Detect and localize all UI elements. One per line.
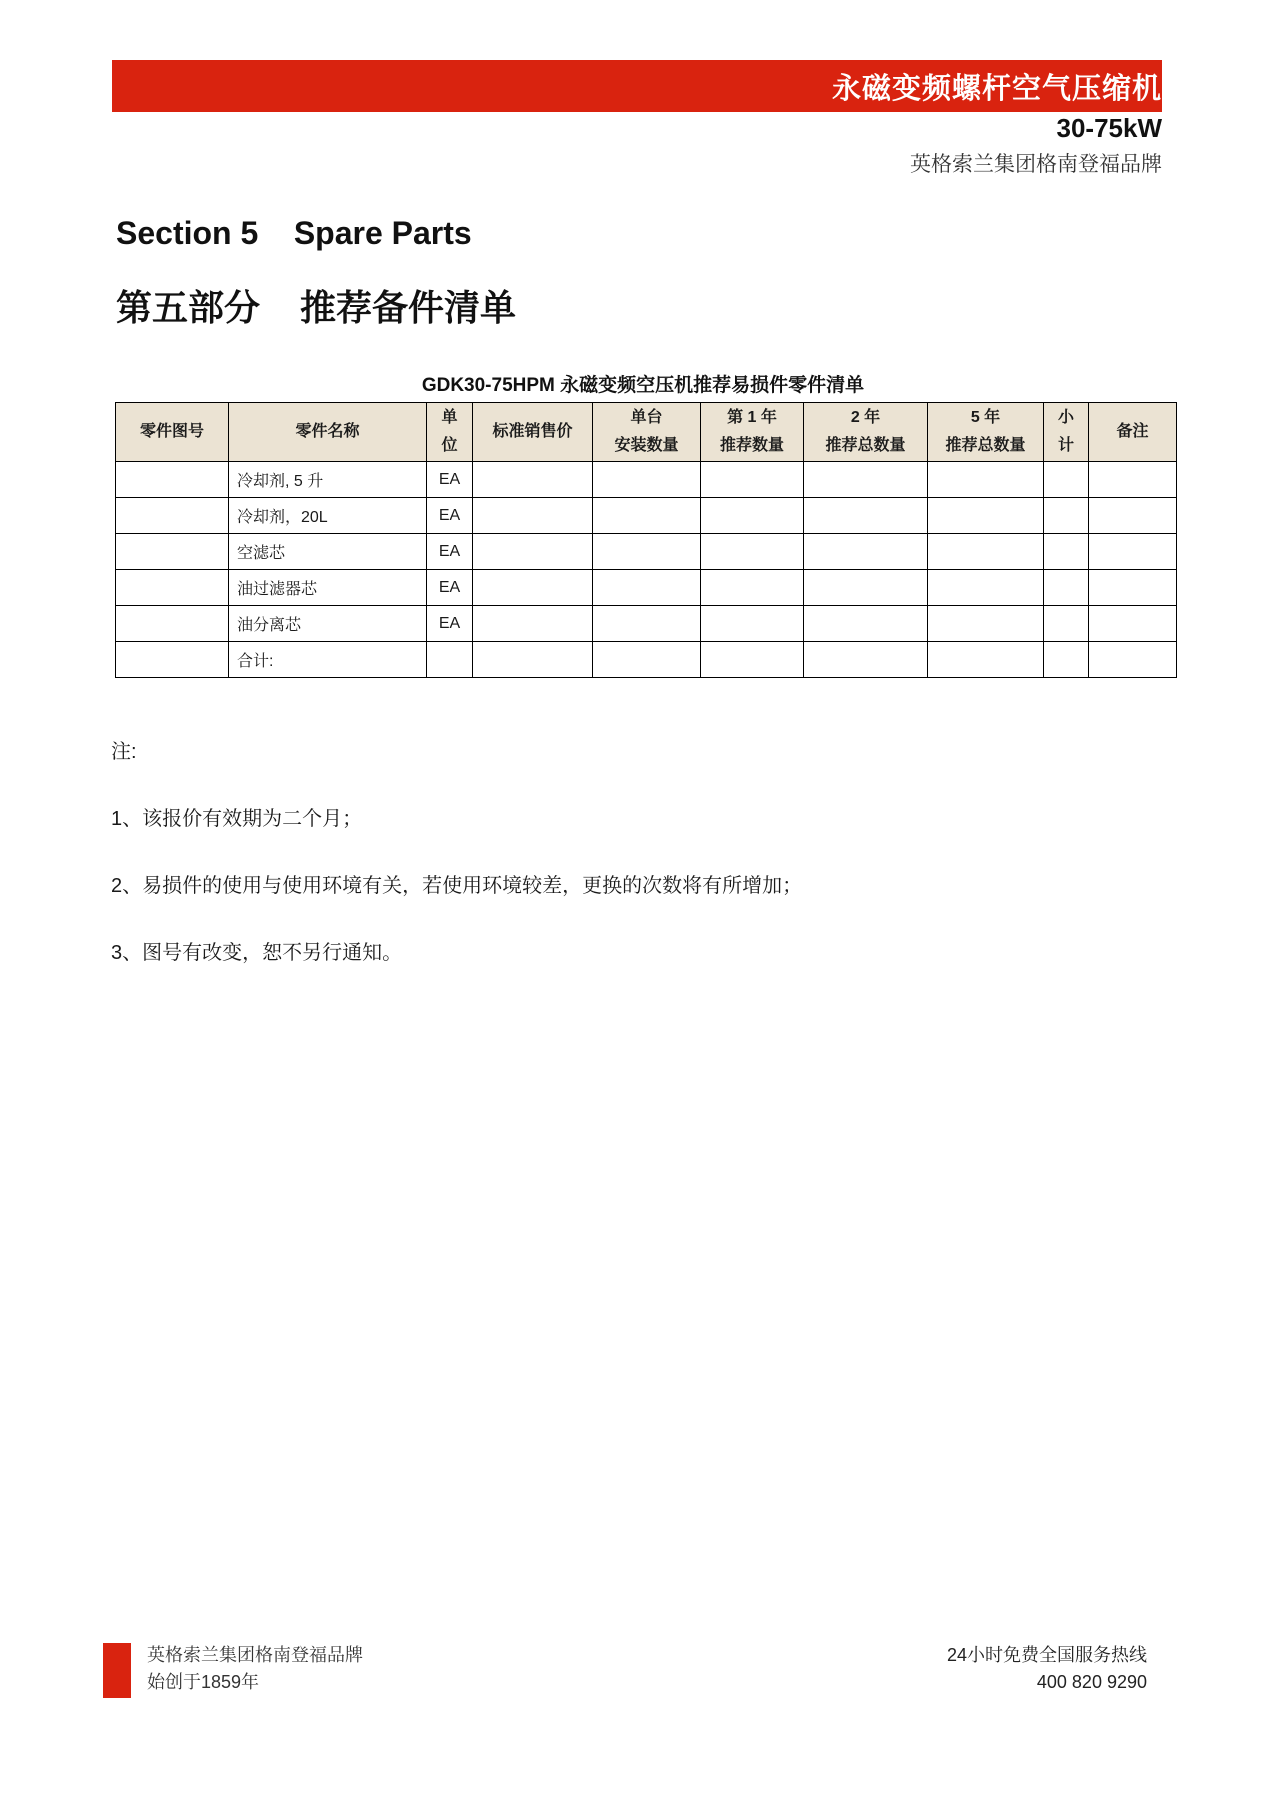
notes-heading: 注: xyxy=(111,741,137,763)
cell-install-qty xyxy=(593,606,701,642)
cell-install-qty xyxy=(593,642,701,678)
cell-install-qty xyxy=(593,498,701,534)
cell-year1 xyxy=(701,606,804,642)
footer-hotline xyxy=(947,1642,1147,1696)
cell-year2 xyxy=(804,498,928,534)
header-line1: 零件名称 xyxy=(295,423,360,440)
cell-remark xyxy=(1089,642,1177,678)
header-line1: 单台 xyxy=(630,409,663,426)
cell-subtotal xyxy=(1044,606,1089,642)
header-line1: 小 xyxy=(1057,409,1074,426)
table-caption: GDK30-75HPM 永磁变频空压机推荐易损件零件清单 xyxy=(421,375,865,396)
cell-year2 xyxy=(804,606,928,642)
cell-remark xyxy=(1089,462,1177,498)
header-line1: 备注 xyxy=(1116,423,1149,440)
cell-part-no xyxy=(116,606,229,642)
cell-subtotal xyxy=(1044,534,1089,570)
cell-unit: EA xyxy=(427,570,473,606)
cell-year5 xyxy=(928,642,1044,678)
cell-year5 xyxy=(928,534,1044,570)
note-item: 2、易损件的使用与使用环境有关，若使用环境较差，更换的次数将有所增加； xyxy=(111,875,803,897)
cell-part-name: 油分离芯 xyxy=(229,606,427,642)
cell-year5 xyxy=(928,498,1044,534)
cell-remark xyxy=(1089,498,1177,534)
cell-remark xyxy=(1089,570,1177,606)
cell-year2 xyxy=(804,642,928,678)
header-line1: 2 年 xyxy=(850,409,881,426)
header-line2: 计 xyxy=(1057,437,1074,454)
cell-subtotal xyxy=(1044,498,1089,534)
cell-part-no xyxy=(116,570,229,606)
cell-part-no xyxy=(116,534,229,570)
cell-part-no xyxy=(116,498,229,534)
cell-year2 xyxy=(804,462,928,498)
cell-price xyxy=(473,570,593,606)
header-line2: 推荐总数量 xyxy=(825,437,906,454)
section-title-chinese: 第五部分 推荐备件清单 xyxy=(116,287,517,328)
cell-price xyxy=(473,498,593,534)
table-row xyxy=(116,462,1177,498)
cell-price xyxy=(473,642,593,678)
cell-unit: EA xyxy=(427,498,473,534)
cell-part-name: 油过滤器芯 xyxy=(229,570,427,606)
header-line2: 安装数量 xyxy=(614,437,679,454)
cell-year2 xyxy=(804,534,928,570)
header-subtotal xyxy=(1044,403,1089,462)
cell-year1 xyxy=(701,498,804,534)
header-year1 xyxy=(701,403,804,462)
header-install-qty xyxy=(593,403,701,462)
header-line2: 推荐总数量 xyxy=(945,437,1026,454)
cell-unit: EA xyxy=(427,462,473,498)
table-header-row xyxy=(116,403,1177,462)
cell-part-name: 冷却剂, 5 升 xyxy=(229,462,427,498)
footer-founded: 始创于1859年 xyxy=(147,1672,260,1692)
cell-remark xyxy=(1089,606,1177,642)
cell-install-qty xyxy=(593,570,701,606)
power-range: 30-75kW xyxy=(1056,113,1162,143)
table-row xyxy=(116,534,1177,570)
header-line2: 位 xyxy=(441,437,458,454)
cell-year1 xyxy=(701,462,804,498)
cell-price xyxy=(473,534,593,570)
cell-price xyxy=(473,606,593,642)
cell-subtotal xyxy=(1044,642,1089,678)
header-line1: 零件图号 xyxy=(139,423,204,440)
footer-accent-block xyxy=(103,1643,131,1698)
header-line1: 单 xyxy=(441,409,458,426)
header-brand: 英格索兰集团格南登福品牌 xyxy=(910,153,1162,176)
cell-part-name: 空滤芯 xyxy=(229,534,427,570)
header-year5 xyxy=(928,403,1044,462)
cell-part-no xyxy=(116,642,229,678)
header-unit xyxy=(427,403,473,462)
header-line1: 第 1 年 xyxy=(727,409,777,426)
cell-unit xyxy=(427,642,473,678)
cell-unit: EA xyxy=(427,534,473,570)
table-row xyxy=(116,570,1177,606)
header-part-name xyxy=(229,403,427,462)
footer-brand: 英格索兰集团格南登福品牌 xyxy=(147,1645,363,1665)
header-line2: 推荐数量 xyxy=(719,437,784,454)
note-item: 3、图号有改变，恕不另行通知。 xyxy=(111,942,403,964)
cell-part-no xyxy=(116,462,229,498)
cell-subtotal xyxy=(1044,570,1089,606)
spare-parts-table xyxy=(115,402,1177,678)
header-year2 xyxy=(804,403,928,462)
cell-year5 xyxy=(928,606,1044,642)
cell-year1 xyxy=(701,534,804,570)
cell-part-name: 冷却剂，20L xyxy=(229,498,427,534)
cell-year1 xyxy=(701,642,804,678)
cell-year2 xyxy=(804,570,928,606)
hotline-label: 24小时免费全国服务热线 xyxy=(946,1645,1147,1665)
table-row xyxy=(116,606,1177,642)
cell-subtotal xyxy=(1044,462,1089,498)
cell-unit: EA xyxy=(427,606,473,642)
cell-price xyxy=(473,462,593,498)
cell-install-qty xyxy=(593,462,701,498)
cell-install-qty xyxy=(593,534,701,570)
cell-part-name: 合计: xyxy=(229,642,427,678)
header-price xyxy=(473,403,593,462)
cell-remark xyxy=(1089,534,1177,570)
header-line1: 5 年 xyxy=(970,409,1001,426)
product-title: 永磁变频螺杆空气压缩机 xyxy=(831,73,1162,105)
hotline-number: 400 820 9290 xyxy=(1036,1672,1147,1692)
footer-brand-info xyxy=(147,1642,363,1696)
table-row xyxy=(116,498,1177,534)
cell-year1 xyxy=(701,570,804,606)
section-title-english: Section 5 Spare Parts xyxy=(116,215,472,251)
cell-year5 xyxy=(928,462,1044,498)
header-line1: 标准销售价 xyxy=(492,423,573,440)
header-part-no xyxy=(116,403,229,462)
header-remark xyxy=(1089,403,1177,462)
note-item: 1、该报价有效期为二个月； xyxy=(111,808,363,830)
table-total-row xyxy=(116,642,1177,678)
cell-year5 xyxy=(928,570,1044,606)
